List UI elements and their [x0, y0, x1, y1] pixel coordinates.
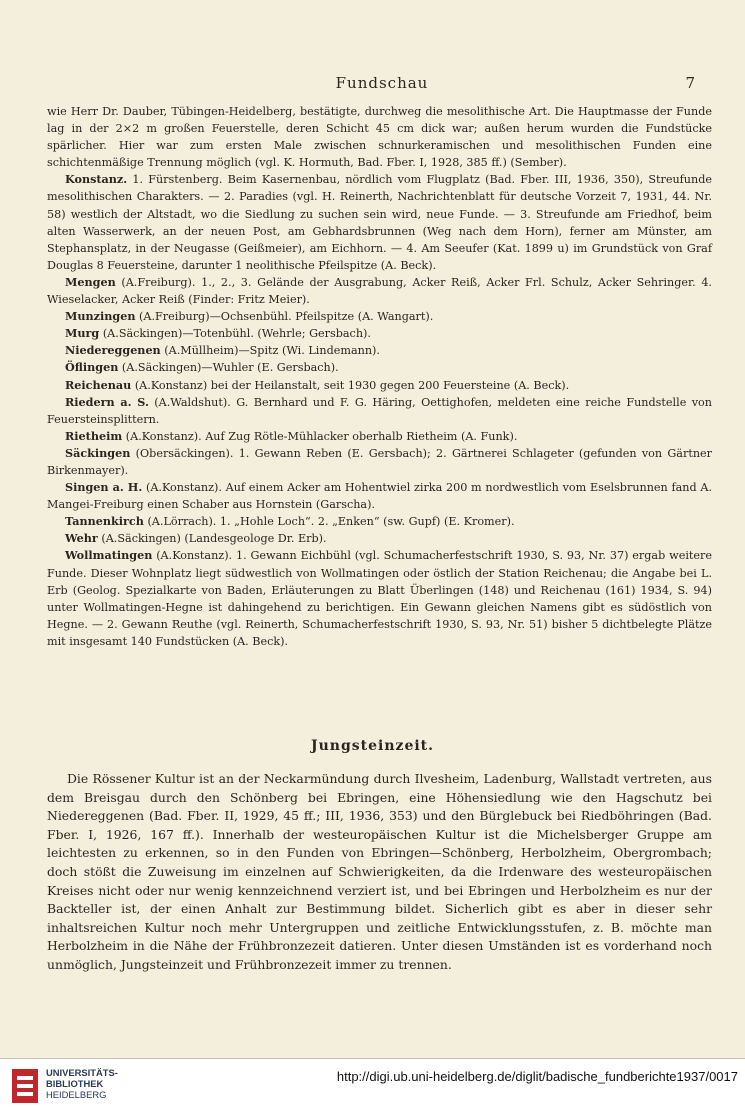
university-library-logo-icon[interactable]: [10, 1067, 40, 1105]
entry-text: (A.Waldshut). G. Bernhard und F. G. Häring, Oettighofen, meldeten eine reiche Fundstelle von Feuersteinsplittern.: [47, 395, 712, 426]
entry-text: (A.Konstanz). Auf Zug Rötle-Mühlacker oberhalb Rietheim (A. Funk).: [125, 429, 518, 443]
entry-lead: Rietheim: [65, 428, 123, 443]
entry-text: (A.Freiburg). 1., 2., 3. Gelände der Ausgrabung, Acker Reiß, Acker Frl. Schulz, Acker Sehringer. 4. Wieselacker, Acker Reiß (Finder: Fritz Meier).: [47, 275, 712, 307]
entry-singen: [47, 479, 712, 513]
library-name-line: UNIVERSITÄTS-: [46, 1067, 118, 1078]
page-header: [47, 74, 717, 94]
library-name-line: HEIDELBERG: [46, 1089, 107, 1101]
site-list: [47, 103, 712, 650]
entry-mengen: [47, 274, 712, 308]
entry-lead: Reichenau: [65, 377, 132, 392]
entry-text: (A.Konstanz). 1. Gewann Eichbühl (vgl. Schumacherfestschrift 1930, S. 93, Nr. 37) ergab weitere Funde. Dieser Wohnplatz liegt südwestlich von Wollmatingen oder östlich der Station Reichenau; die Angabe bei L. Erb (Geolog. Spezialkarte von Baden, Erläuterungen zu Blatt Überlingen (148) und Reichenau (161) 1934, S. 94) unter Wollmatingen-Hegne ist dahingehend zu berichtigen. Ein Gewann gleichen Namens gibt es südöstlich von Hegne. — 2. Gewann Reuthe (vgl. Reinerth, Schumacherfestschrift 1930, S. 93, Nr. 51) bisher 5 dichtbelegte Plätze mit insgesamt 140 Fundstücken (A. Beck).: [47, 549, 712, 648]
entry-konstanz: [47, 171, 712, 274]
entry-lead: Singen a. H.: [65, 480, 143, 495]
entry-reichenau: [47, 377, 712, 394]
logo-mark-detail: [17, 1076, 33, 1096]
entry-text: (A.Konstanz). Auf einem Acker am Hohentwiel zirka 200 m nordwestlich vom Eselsbrunnen fand A. Mangei-Freiburg einen Schaber aus Hornstein (Garscha).: [47, 481, 713, 512]
library-name-line: BIBLIOTHEK: [46, 1078, 104, 1090]
entry-lead: Konstanz.: [65, 172, 128, 187]
running-title: Fundschau: [335, 74, 429, 92]
entry-text: (A.Säckingen) (Landesgeologe Dr. Erb).: [101, 532, 327, 546]
entry-lead: Öflingen: [65, 360, 119, 375]
entry-text: (A.Lörrach). 1. „Hohle Loch“. 2. „Enken“ (sw. Gupf) (E. Kromer).: [147, 515, 515, 529]
entry-lead: Tannenkirch: [65, 514, 144, 529]
entry-text: (A.Konstanz) bei der Heilanstalt, seit 1930 gegen 200 Feuersteine (A. Beck).: [134, 378, 570, 392]
entry-lead: Niedereggenen: [65, 343, 161, 358]
paragraph-continuation: [47, 103, 712, 171]
entry-saeckingen: [47, 445, 712, 479]
entry-text: (A.Säckingen)—Totenbühl. (Wehrle; Gersbach).: [102, 327, 371, 341]
entry-text: (Obersäckingen). 1. Gewann Reben (E. Gersbach); 2. Gärtnerei Schlageter (gefunden von Gärtner Birkenmayer).: [47, 446, 712, 477]
source-url-link[interactable]: http://digi.ub.uni-heidelberg.de/diglit/badische_fundberichte1937/0017: [336, 1069, 738, 1084]
entry-lead: Riedern a. S.: [65, 394, 149, 409]
page-number: 7: [685, 74, 695, 92]
entry-oeflingen: [47, 359, 712, 376]
entry-lead: Wollmatingen: [65, 548, 153, 563]
footer-bar: [0, 1058, 745, 1113]
entry-rietheim: [47, 428, 712, 445]
entry-riedern: [47, 394, 712, 428]
section-paragraph: Die Rössener Kultur ist an der Neckarmündung durch Ilvesheim, Ladenburg, Wallstadt vertreten, aus dem Breisgau durch den Schönberg bei Ebringen, eine Höhensiedlung wie den Hagschutz bei Niedereggenen (Bad. Fber. II, 1929, 45 ff.; III, 1936, 353) und den Bürglebuck bei Riedböhringen (Bad. Fber. I, 1926, 167 ff.). Innerhalb der westeuropäischen Kultur ist die Michelsberger Gruppe am leichtesten zu erkennen, so in den Funden von Ebringen—Schönberg, Herbolzheim, Obergrombach; doch stößt die Zuweisung im einzelnen auf Schwierigkeiten, da die Irdenware des westeuropäischen Kreises nicht oder nur wenig kennzeichnend verziert ist, und bei Ebringen und Herbolzheim es nur der Backteller ist, der einen Anhalt zur Bestimmung bildet. Sicherlich gibt es aber in dieser sehr inhaltsreichen Kultur noch mehr Untergruppen und zeitliche Entwicklungsstufen, z. B. möchte man Herbolzheim in die Nähe der Frühbronzezeit datieren. Unter diesen Umständen ist es vorderhand noch unmöglich, Jungsteinzeit und Frühbronzezeit immer zu trennen.: [47, 771, 712, 972]
entry-lead: Säckingen: [65, 445, 131, 460]
section-body: [47, 770, 712, 975]
entry-lead: Mengen: [65, 274, 116, 289]
entry-niedereggenen: [47, 342, 712, 359]
entry-lead: Wehr: [65, 531, 98, 546]
library-name[interactable]: [46, 1067, 118, 1101]
section-heading: Jungsteinzeit.: [310, 738, 435, 754]
entry-wehr: [47, 530, 712, 547]
entry-tannenkirch: [47, 513, 712, 530]
paragraph-text: wie Herr Dr. Dauber, Tübingen-Heidelberg, bestätigte, durchweg die mesolithische Art. Die Hauptmasse der Funde lag in der 2×2 m großen Feuerstelle, deren Schicht 45 cm dick war; außen herum wurden die Fundstücke spärlicher. Hier war zum ersten Male zwischen schnurkeramischen und mesolithischen Funden eine schichtenmäßige Trennung möglich (vgl. K. Hormuth, Bad. Fber. I, 1928, 385 ff.) (Sember).: [47, 105, 712, 170]
entry-text: (A.Müllheim)—Spitz (Wi. Lindemann).: [164, 344, 380, 358]
entry-munzingen: [47, 308, 712, 325]
entry-lead: Murg: [65, 326, 100, 341]
entry-text: (A.Säckingen)—Wuhler (E. Gersbach).: [121, 361, 339, 375]
entry-murg: [47, 325, 712, 342]
entry-lead: Munzingen: [65, 309, 136, 324]
entry-text: (A.Freiburg)—Ochsenbühl. Pfeilspitze (A. Wangart).: [139, 310, 434, 324]
entry-wollmatingen: [47, 547, 712, 650]
entry-text: 1. Fürstenberg. Beim Kasernenbau, nördlich vom Flugplatz (Bad. Fber. III, 1936, 350), Streufunde mesolithischen Charakters. — 2. Paradies (vgl. H. Reinerth, Nachrichtenblatt für deutsche Vorzeit 7, 1931, 44. Nr. 58) westlich der Altstadt, wo die Siedlung zu suchen sein wird, neue Funde. — 3. Streufunde am Friedhof, beim alten Wasserwerk, an der neuen Post, am Gebhardsbrunnen (Weg nach dem Horn), ferner am Münster, am Stephansplatz, in der Neugasse (Geißmeier), am Eichhorn. — 4. Am Seeufer (Kat. 1899 u) im Grundstück von Graf Douglas 8 Feuersteine, darunter 1 neolithische Pfeilspitze (A. Beck).: [47, 173, 712, 272]
footer-divider: [0, 1058, 745, 1059]
